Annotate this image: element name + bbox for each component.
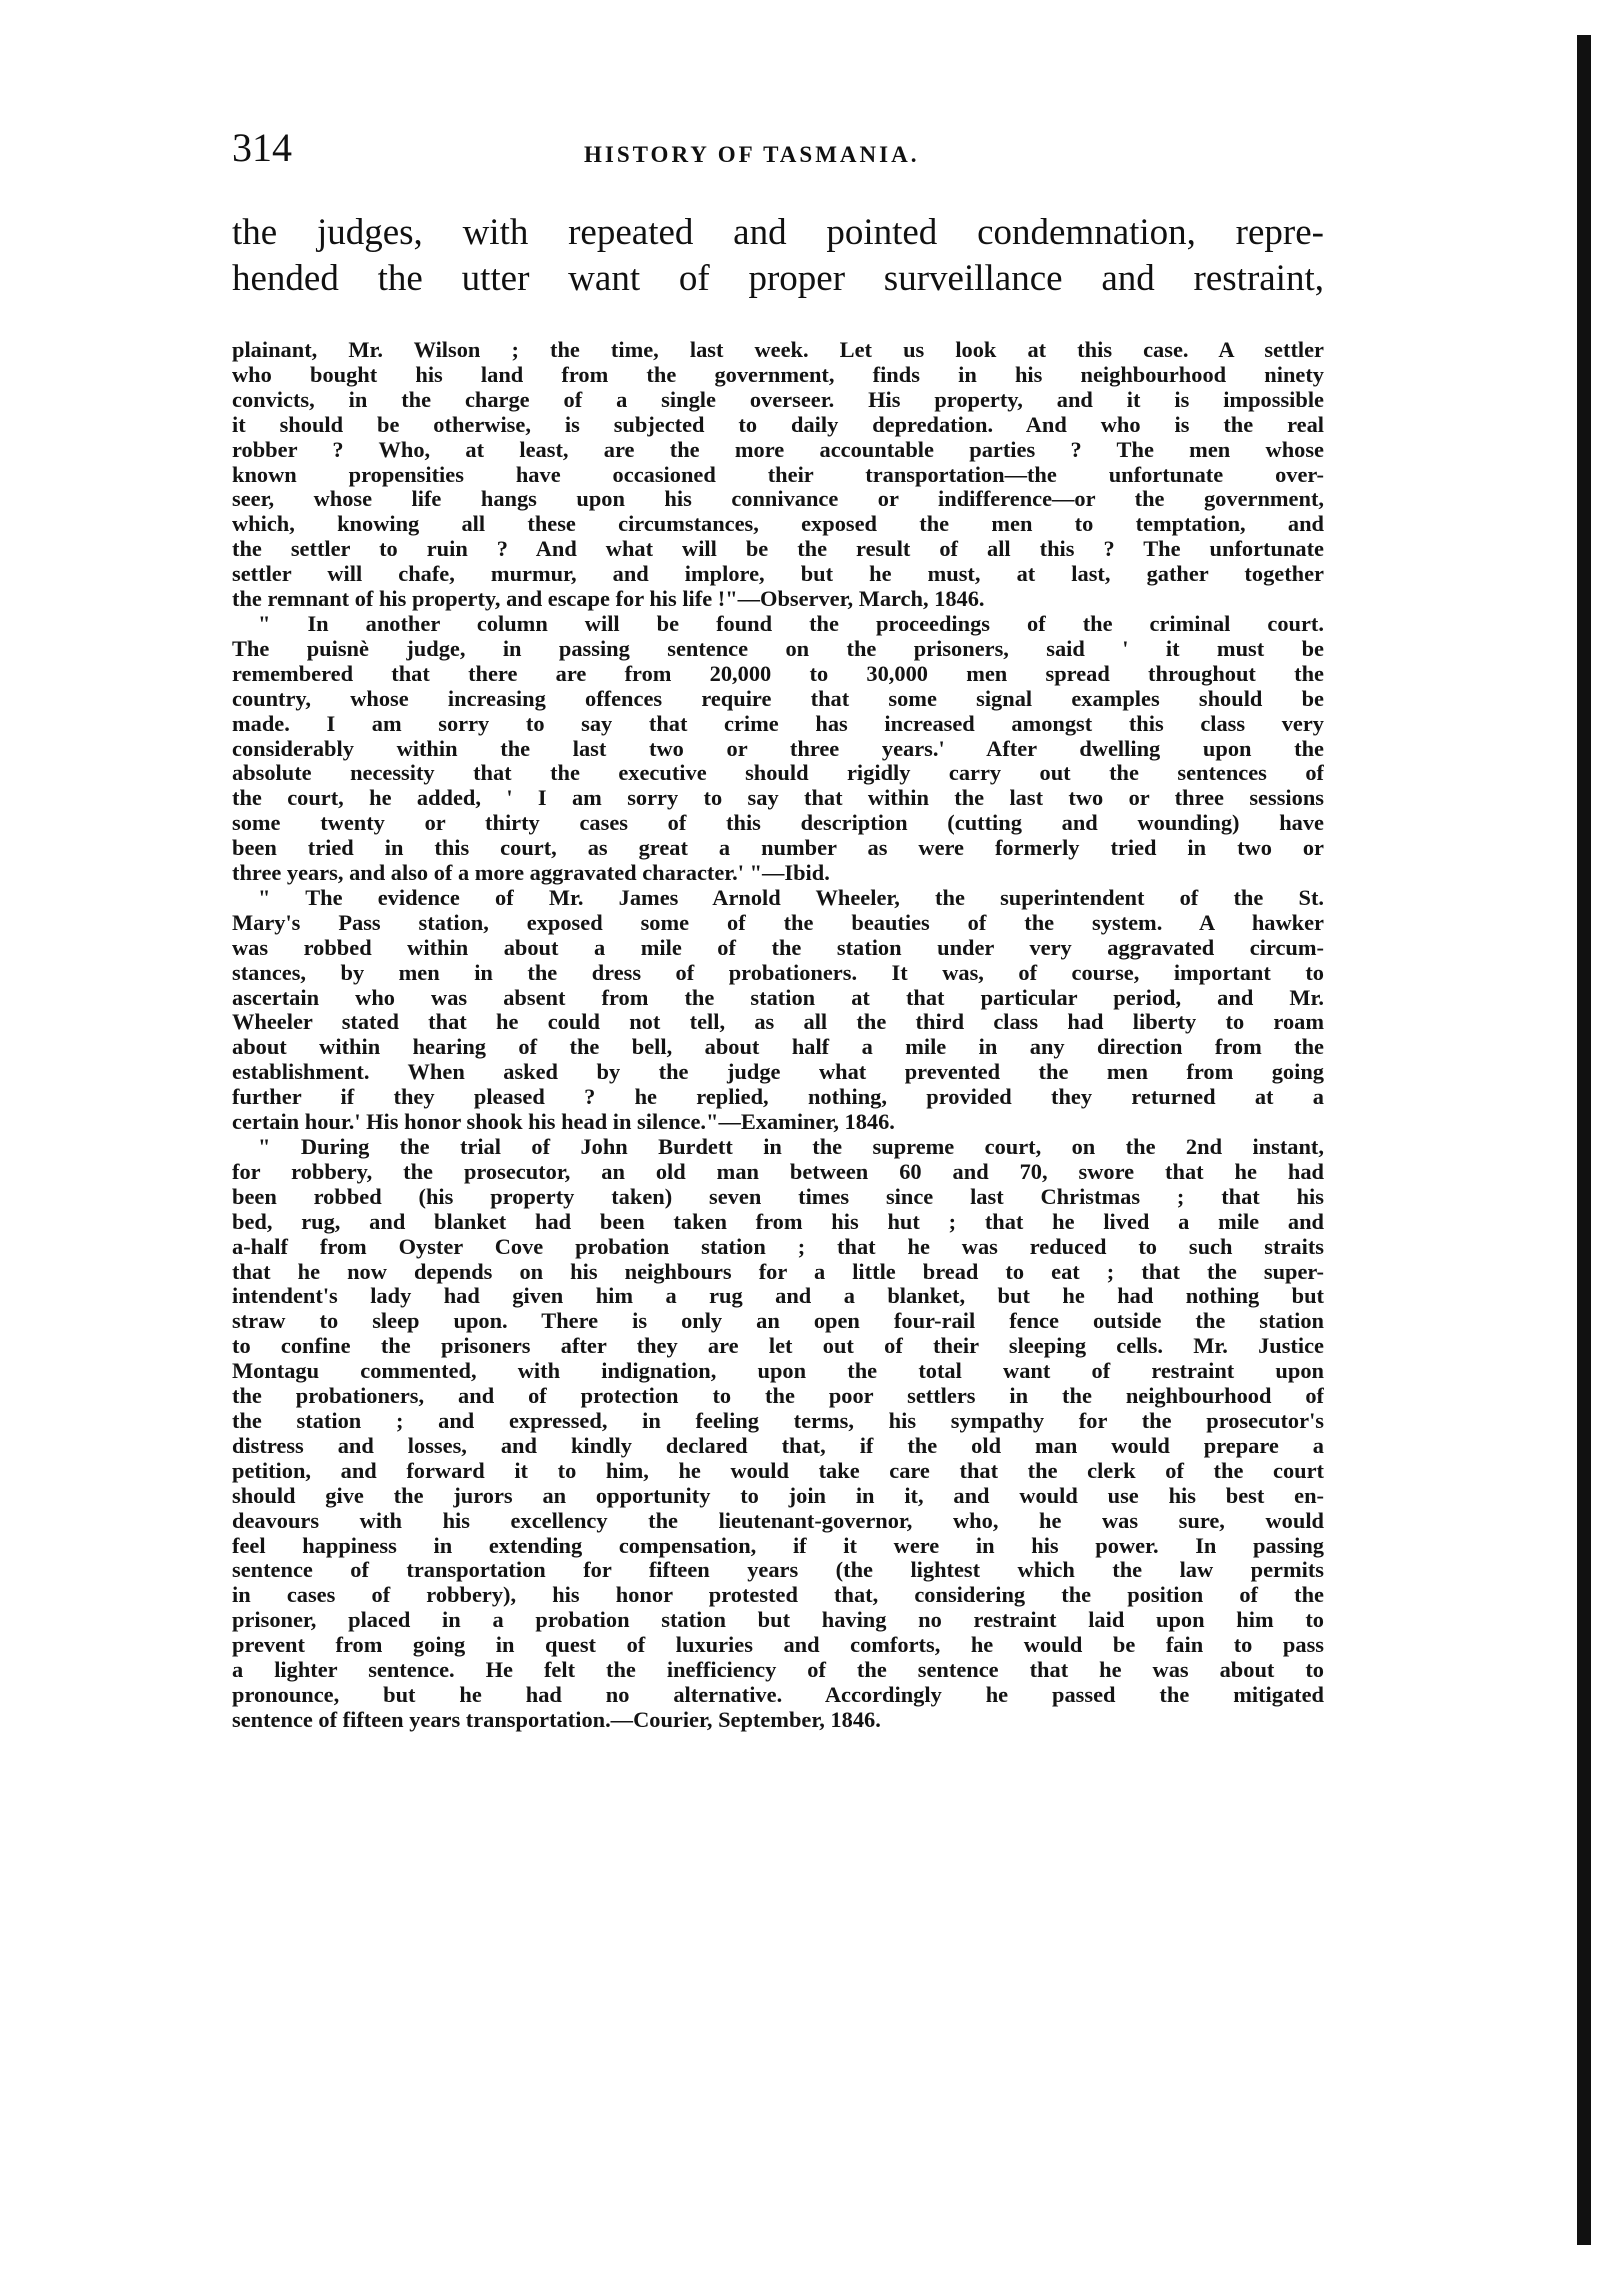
footnote-line: bed, rug, and blanket had been taken from his hut ; that he lived a mile and (232, 1209, 1324, 1234)
footnote-line: certain hour.' His honor shook his head in silence."—Examiner, 1846. (232, 1110, 895, 1135)
main-text-block (232, 210, 1324, 302)
footnote-line: the probationers, and of protection to the poor settlers in the neighbourhood of (232, 1384, 1324, 1409)
footnote-line: establishment. When asked by the judge what prevented the men from going (232, 1060, 1324, 1085)
page-number: 314 (232, 125, 292, 170)
running-head: HISTORY OF TASMANIA. (584, 142, 920, 167)
footnote-line: absolute necessity that the executive should rigidly carry out the sentences of (232, 761, 1324, 786)
footnote-line: settler will chafe, murmur, and implore, but he must, at last, gather together (232, 562, 1324, 587)
footnote-line: distress and losses, and kindly declared that, if the old man would prepare a (232, 1433, 1324, 1458)
footnote-line: the court, he added, ' I am sorry to say that within the last two or three sessions (232, 786, 1324, 811)
footnote-line: considerably within the last two or three years.' After dwelling upon the (232, 736, 1324, 761)
footnote-line: a-half from Oyster Cove probation station ; that he was reduced to such straits (232, 1234, 1324, 1259)
footnote-line: " In another column will be found the proceedings of the criminal court. (258, 611, 1324, 636)
main-text-line: the judges, with repeated and pointed condemnation, repre- (232, 212, 1324, 253)
footnote-line: Mary's Pass station, exposed some of the beauties of the system. A hawker (232, 910, 1324, 935)
footnote-line: three years, and also of a more aggravated character.' "—Ibid. (232, 861, 830, 886)
footnote-line: about within hearing of the bell, about half a mile in any direction from the (232, 1035, 1324, 1060)
footnote-line: plainant, Mr. Wilson ; the time, last week. Let us look at this case. A settler (232, 338, 1324, 362)
footnote-line: further if they pleased ? he replied, nothing, provided they returned at a (232, 1085, 1324, 1110)
footnote-line: straw to sleep upon. There is only an open four-rail fence outside the station (232, 1309, 1324, 1334)
footnote-line: should give the jurors an opportunity to join in it, and would use his best en- (232, 1483, 1324, 1508)
footnote-line: been tried in this court, as great a number as were formerly tried in two or (232, 836, 1324, 861)
footnote-line: sentence of transportation for fifteen years (the lightest which the law permits (232, 1558, 1324, 1583)
footnote-line: country, whose increasing offences require that some signal examples should be (232, 686, 1324, 711)
footnote-line: which, knowing all these circumstances, exposed the men to temptation, and (232, 512, 1324, 537)
footnote-line: " The evidence of Mr. James Arnold Wheeler, the superintendent of the St. (258, 885, 1324, 910)
footnote-line: the settler to ruin ? And what will be the result of all this ? The unfortunate (232, 537, 1324, 562)
page-header (232, 125, 1324, 178)
footnote-line: a lighter sentence. He felt the inefficiency of the sentence that he was about to (232, 1658, 1324, 1683)
footnote-line: to confine the prisoners after they are let out of their sleeping cells. Mr. Justice (232, 1334, 1324, 1359)
footnote-line: made. I am sorry to say that crime has increased amongst this class very (232, 711, 1324, 736)
footnote-line: been robbed (his property taken) seven times since last Christmas ; that his (232, 1184, 1324, 1209)
footnote-line: for robbery, the prosecutor, an old man between 60 and 70, swore that he had (232, 1159, 1324, 1184)
footnote-line: robber ? Who, at least, are the more accountable parties ? The men whose (232, 437, 1324, 462)
footnote-line: remembered that there are from 20,000 to 30,000 men spread throughout the (232, 661, 1324, 686)
footnote-line: who bought his land from the government, finds in his neighbourhood ninety (232, 362, 1324, 387)
footnote-line: it should be otherwise, is subjected to daily depredation. And who is the real (232, 412, 1324, 437)
footnote-line: Wheeler stated that he could not tell, as all the third class had liberty to roam (232, 1010, 1324, 1035)
footnote-line: the station ; and expressed, in feeling terms, his sympathy for the prosecutor's (232, 1408, 1324, 1433)
page-edge-shadow (1577, 35, 1591, 2245)
footnote-line: prisoner, placed in a probation station but having no restraint laid upon him to (232, 1608, 1324, 1633)
footnote-line: convicts, in the charge of a single overseer. His property, and it is impossible (232, 387, 1324, 412)
main-text-line: hended the utter want of proper surveillance and restraint, (232, 258, 1324, 299)
footnote-line: seer, whose life hangs upon his connivance or indifference—or the government, (232, 487, 1324, 512)
footnote-line: known propensities have occasioned their transportation—the unfortunate over- (232, 462, 1324, 487)
footnote-line: feel happiness in extending compensation, if it were in his power. In passing (232, 1533, 1324, 1558)
footnote-line: deavours with his excellency the lieutenant-governor, who, he was sure, would (232, 1508, 1324, 1533)
footnote-line: in cases of robbery), his honor protested that, considering the position of the (232, 1583, 1324, 1608)
footnote-line: petition, and forward it to him, he would take care that the clerk of the court (232, 1458, 1324, 1483)
footnote-block (232, 338, 1324, 1733)
footnote-line: pronounce, but he had no alternative. Accordingly he passed the mitigated (232, 1682, 1324, 1707)
footnote-line: was robbed within about a mile of the station under very aggravated circum- (232, 935, 1324, 960)
footnote-line: the remnant of his property, and escape for his life !"—Observer, March, 1846. (232, 587, 985, 612)
footnote-line: The puisnè judge, in passing sentence on the prisoners, said ' it must be (232, 636, 1324, 661)
footnote-line: sentence of fifteen years transportation.—Courier, September, 1846. (232, 1707, 881, 1732)
footnote-line: stances, by men in the dress of probationers. It was, of course, important to (232, 960, 1324, 985)
footnote-line: that he now depends on his neighbours for a little bread to eat ; that the super- (232, 1259, 1324, 1284)
footnote-line: " During the trial of John Burdett in the supreme court, on the 2nd instant, (258, 1135, 1324, 1159)
footnote-line: prevent from going in quest of luxuries and comforts, he would be fain to pass (232, 1633, 1324, 1658)
footnote-line: intendent's lady had given him a rug and a blanket, but he had nothing but (232, 1284, 1324, 1309)
footnote-line: ascertain who was absent from the station at that particular period, and Mr. (232, 985, 1324, 1010)
footnote-line: some twenty or thirty cases of this description (cutting and wounding) have (232, 811, 1324, 836)
footnote-line: Montagu commented, with indignation, upon the total want of restraint upon (232, 1359, 1324, 1384)
